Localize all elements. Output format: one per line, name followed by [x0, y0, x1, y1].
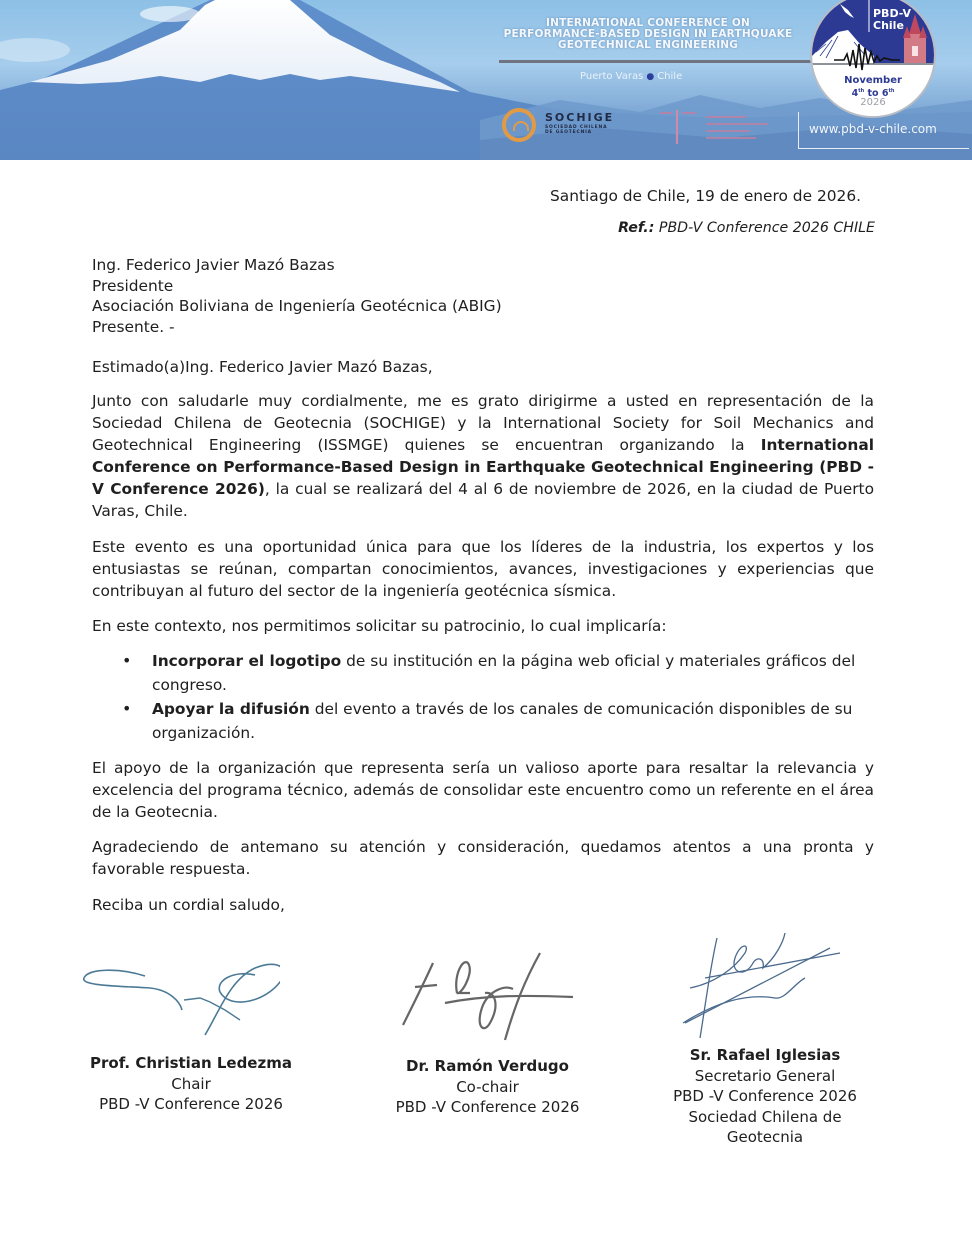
recipient-title: Presidente: [92, 276, 174, 295]
list-item-bold: Incorporar el logotipo: [152, 652, 342, 670]
signatory-organization: Geotecnia: [726, 1128, 804, 1146]
list-item: [152, 649, 874, 697]
bullet-dot-icon: ●: [646, 72, 655, 82]
website-link[interactable]: www.pbd-v-chile.com: [809, 122, 937, 136]
sochige-logo: [500, 106, 650, 146]
signature-verdugo: [395, 945, 585, 1045]
badge-title-line: PBD-V: [873, 7, 912, 20]
recipient-presente: Presente. -: [92, 317, 175, 336]
reference-value: PBD-V Conference 2026 CHILE: [654, 220, 875, 236]
signatory-name: Dr. Ramón Verdugo: [406, 1057, 569, 1075]
logo-text-line: [682, 112, 696, 114]
paragraph-text: Junto con saludarle muy cordialmente, me es grato dirigirme a usted en representación de la Sociedad Chilena de Geotecnia (SOCHIGE) y la International Society for Soil Mechanics and Geotechnical Engineering (ISSMGE) quienes se encuentran organizando la: [92, 392, 874, 454]
signatory-organization: PBD -V Conference 2026: [673, 1087, 857, 1105]
logo-text-line: [706, 137, 756, 139]
conference-title-line: PERFORMANCE-BASED DESIGN IN EARTHQUAKE: [503, 28, 793, 40]
logo-text-line: [706, 123, 768, 125]
sochige-subtitle-line: DE GEOTECNIA: [545, 130, 592, 135]
sochige-emblem-icon: [502, 108, 536, 142]
paragraph-event-description: Este evento es una oportunidad única para que los líderes de la industria, los expertos y los entusiastas se reúnan, compartan conocimientos, avances, investigaciones y experiencias que contribuyan al futuro del sector de la ingeniería geotécnica sísmica.: [92, 538, 874, 600]
signatory-name: Sr. Rafael Iglesias: [689, 1046, 841, 1064]
signatory-organization: PBD -V Conference 2026: [395, 1098, 580, 1116]
paragraph-sponsorship-request: En este contexto, nos permitimos solicitar su patrocinio, lo cual implicaría:: [92, 617, 667, 635]
badge-year: 2026: [860, 97, 886, 108]
logo-text-line: [706, 116, 746, 118]
location-country: Chile: [657, 71, 683, 82]
letter-reference: [618, 220, 875, 236]
sochige-subtitle-line: SOCIEDAD CHILENA: [545, 125, 608, 130]
recipient-organization: Asociación Boliviana de Ingeniería Geotécnica (ABIG): [92, 297, 502, 315]
signatory-organization: PBD -V Conference 2026: [99, 1095, 283, 1113]
badge-title-line: Chile: [873, 19, 904, 32]
issmge-technical-committee-logo: [654, 108, 774, 144]
signatory-organization: Sociedad Chilena de: [688, 1107, 842, 1126]
recipient-block: [92, 255, 502, 337]
signatory-role: Secretario General: [694, 1066, 836, 1085]
signatory-block: [62, 1053, 320, 1115]
conference-location: [580, 71, 682, 82]
salutation: Estimado(a)Ing. Federico Javier Mazó Bazas,: [92, 358, 433, 376]
badge-day-sep: to: [864, 88, 882, 100]
signatory-block: [640, 1045, 890, 1148]
badge-day-start: 4: [851, 88, 859, 100]
signatory-role: Chair: [171, 1074, 211, 1093]
list-item-bold: Apoyar la difusión: [152, 700, 310, 718]
sochige-logo-subtitle: [545, 125, 607, 135]
logo-divider: [676, 110, 678, 144]
sponsorship-benefits-list: [152, 649, 874, 745]
conference-title-line: INTERNATIONAL CONFERENCE ON: [546, 17, 750, 29]
pbd-v-chile-badge: [810, 0, 936, 118]
paragraph-introduction: [92, 390, 874, 522]
signatory-name: Prof. Christian Ledezma: [90, 1054, 292, 1072]
badge-day-end: 6: [881, 88, 889, 100]
banner-divider: [499, 60, 824, 63]
signature-ledezma: [80, 940, 280, 1040]
conference-banner: [0, 0, 972, 160]
closing-line: Reciba un cordial saludo,: [92, 896, 285, 914]
badge-ordinal: th: [888, 88, 895, 94]
badge-month: November: [844, 75, 902, 86]
signature-iglesias: [675, 928, 855, 1043]
badge-ordinal: th: [858, 88, 865, 94]
conference-name-bold: International Conference on Performance-Based Design in Earthquake Geotechnical Engineering (PBD -V Conference 2026): [92, 436, 874, 498]
paragraph-thanks: Agradeciendo de antemano su atención y consideración, quedamos atentos a una pronta y favorable respuesta.: [92, 838, 874, 878]
location-city: Puerto Varas: [580, 71, 644, 82]
recipient-name: Ing. Federico Javier Mazó Bazas: [92, 256, 335, 274]
signatory-block: [360, 1056, 615, 1118]
logo-text-line: [660, 112, 672, 114]
conference-title: [498, 18, 798, 51]
conference-title-line: GEOTECHNICAL ENGINEERING: [557, 39, 739, 51]
list-item-text: del evento a través de los canales de comunicación disponibles de su organización.: [152, 700, 853, 742]
signatory-role: Co-chair: [456, 1077, 519, 1096]
paragraph-text: , la cual se realizará del 4 al 6 de noviembre de 2026, en la ciudad de Puerto Varas, Chile.: [92, 480, 874, 520]
reference-label: Ref.:: [618, 220, 655, 236]
logo-text-line: [706, 130, 750, 132]
letter-date: Santiago de Chile, 19 de enero de 2026.: [550, 187, 861, 205]
paragraph-support-value: El apoyo de la organización que representa sería un valioso aporte para resaltar la relevancia y excelencia del programa técnico, además de consolidar este encuentro como un referente en el área de la Geotecnia.: [92, 759, 874, 821]
badge-title: [873, 8, 911, 32]
list-item-text: de su institución en la página web oficial y materiales gráficos del congreso.: [152, 652, 856, 694]
sochige-logo-name: SOCHIGE: [545, 111, 615, 124]
list-item: [152, 697, 874, 745]
